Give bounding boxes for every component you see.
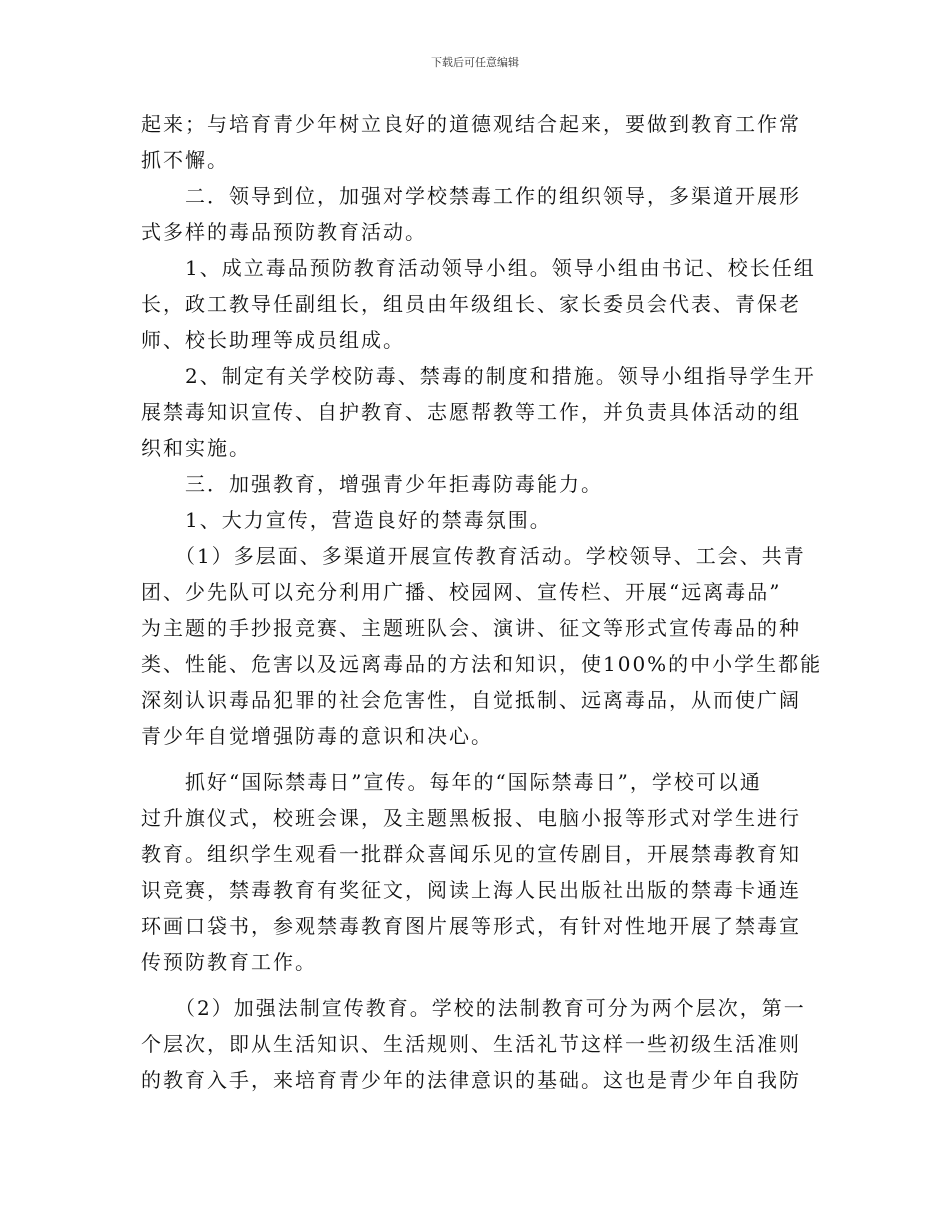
text-line: 2、制定有关学校防毒、禁毒的制度和措施。领导小组指导学生开 <box>141 364 816 388</box>
text-line: 青少年自觉增强防毒的意识和决心。 <box>141 724 493 748</box>
text-line: 为主题的手抄报竞赛、主题班队会、演讲、征文等形式宣传毒品的种 <box>141 616 801 640</box>
text-line: 抓好“国际禁毒日”宣传。每年的“国际禁毒日”，学校可以通 <box>141 770 762 794</box>
paragraph-gap <box>141 980 811 990</box>
text-line: 过升旗仪式，校班会课，及主题黑板报、电脑小报等形式对学生进行 <box>141 806 801 830</box>
page-header: 下载后可任意编辑 <box>431 56 519 69</box>
text-line: 教育。组织学生观看一批群众喜闻乐见的宣传剧目，开展禁毒教育知 <box>141 842 801 866</box>
text-line: 1、大力宣传，营造良好的禁毒氛围。 <box>141 508 552 532</box>
text-line: 抓不懈。 <box>141 148 229 172</box>
text-line: 个层次，即从生活知识、生活规则、生活礼节这样一些初级生活准则 <box>141 1032 801 1056</box>
text-line: 深刻认识毒品犯罪的社会危害性，自觉抵制、远离毒品，从而使广阔 <box>141 688 801 712</box>
text-line: 1、成立毒品预防教育活动领导小组。领导小组由书记、校长任组 <box>141 256 816 280</box>
text-line: 的教育入手，来培育青少年的法律意识的基础。这也是青少年自我防 <box>141 1068 801 1092</box>
text-line: 三．加强教育，增强青少年拒毒防毒能力。 <box>141 472 603 496</box>
text-line: 二．领导到位，加强对学校禁毒工作的组织领导，多渠道开展形 <box>141 184 801 208</box>
text-line: 式多样的毒品预防教育活动。 <box>141 220 427 244</box>
paragraph-gap <box>141 754 811 764</box>
text-line: 织和实施。 <box>141 436 251 460</box>
text-line: 团、少先队可以充分利用广播、校园网、宣传栏、开展“远离毒品” <box>141 580 782 604</box>
text-line: （1）多层面、多渠道开展宣传教育活动。学校领导、工会、共青 <box>141 544 806 568</box>
text-line: 环画口袋书，参观禁毒教育图片展等形式，有针对性地开展了禁毒宣 <box>141 914 801 938</box>
text-line: 传预防教育工作。 <box>141 950 317 974</box>
text-line: 识竞赛，禁毒教育有奖征文，阅读上海人民出版社出版的禁毒卡通连 <box>141 878 801 902</box>
text-line: 起来；与培育青少年树立良好的道德观结合起来，要做到教育工作常 <box>141 112 801 136</box>
text-line: 长，政工教导任副组长，组员由年级组长、家长委员会代表、青保老 <box>141 292 801 316</box>
text-line: 师、校长助理等成员组成。 <box>141 328 405 352</box>
text-line: 展禁毒知识宣传、自护教育、志愿帮教等工作，并负责具体活动的组 <box>141 400 801 424</box>
document-body <box>141 106 823 1098</box>
text-line: （2）加强法制宣传教育。学校的法制教育可分为两个层次，第一 <box>141 996 806 1020</box>
text-line: 类、性能、危害以及远离毒品的方法和知识，使100%的中小学生都能 <box>141 652 823 676</box>
